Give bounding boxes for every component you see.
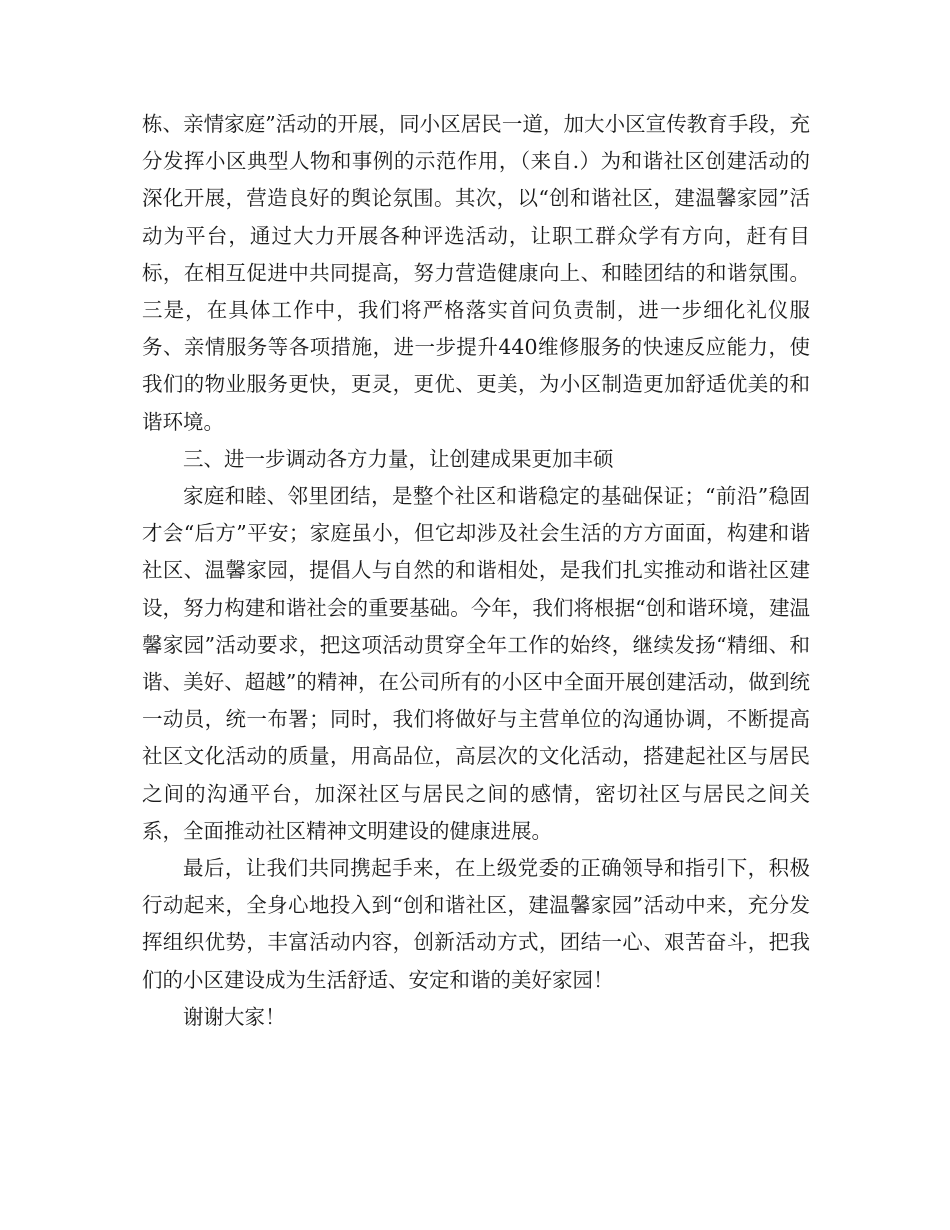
paragraph-thanks: 谢谢大家！	[183, 1004, 286, 1029]
paragraph-family-harmony: 家庭和睦、邻里团结，是整个社区和谐稳定的基础保证；“前沿”稳固才会“后方”平安；家庭虽小，但它却涉及社会生活的方方面面，构建和谐社区、温馨家园，提倡人与自然的和谐相处，是我们扎实推动和谐社区建设，努力构建和谐社会的重要基础。今年，我们将根据“创和谐环境，建温馨家园”活动要求，把这项活动贯穿全年工作的始终，继续发扬“精细、和谐、美好、超越”的精神，在公司所有的小区中全面开展创建活动，做到统一动员，统一布署；同时，我们将做好与主营单位的沟通协调，不断提高社区文化活动的质量，用高品位，高层次的文化活动，搭建起社区与居民之间的沟通平台，加深社区与居民之间的感情，密切社区与居民之间关系，全面推动社区精神文明建设的健康进展。	[142, 484, 810, 843]
document-body	[142, 106, 810, 1036]
paragraph-continuation: 栋、亲情家庭”活动的开展，同小区居民一道，加大小区宣传教育手段，充分发挥小区典型人物和事例的示范作用，（来自.）为和谐社区创建活动的深化开展，营造良好的舆论氛围。其次，以“创和谐社区，建温馨家园”活动为平台，通过大力开展各种评选活动，让职工群众学有方向，赶有目标，在相互促进中共同提高，努力营造健康向上、和睦团结的和谐氛围。三是，在具体工作中，我们将严格落实首问负责制，进一步细化礼仪服务、亲情服务等各项措施，进一步提升440维修服务的快速反应能力，使我们的物业服务更快，更灵，更优、更美，为小区制造更加舒适优美的和谐环境。	[142, 112, 810, 434]
section-heading: 三、进一步调动各方力量，让创建成果更加丰硕	[183, 446, 614, 471]
paragraph-closing: 最后，让我们共同携起手来，在上级党委的正确领导和指引下，积极行动起来，全身心地投入到“创和谐社区，建温馨家园”活动中来，充分发挥组织优势，丰富活动内容，创新活动方式，团结一心、艰苦奋斗，把我们的小区建设成为生活舒适、安定和谐的美好家园！	[142, 856, 810, 992]
